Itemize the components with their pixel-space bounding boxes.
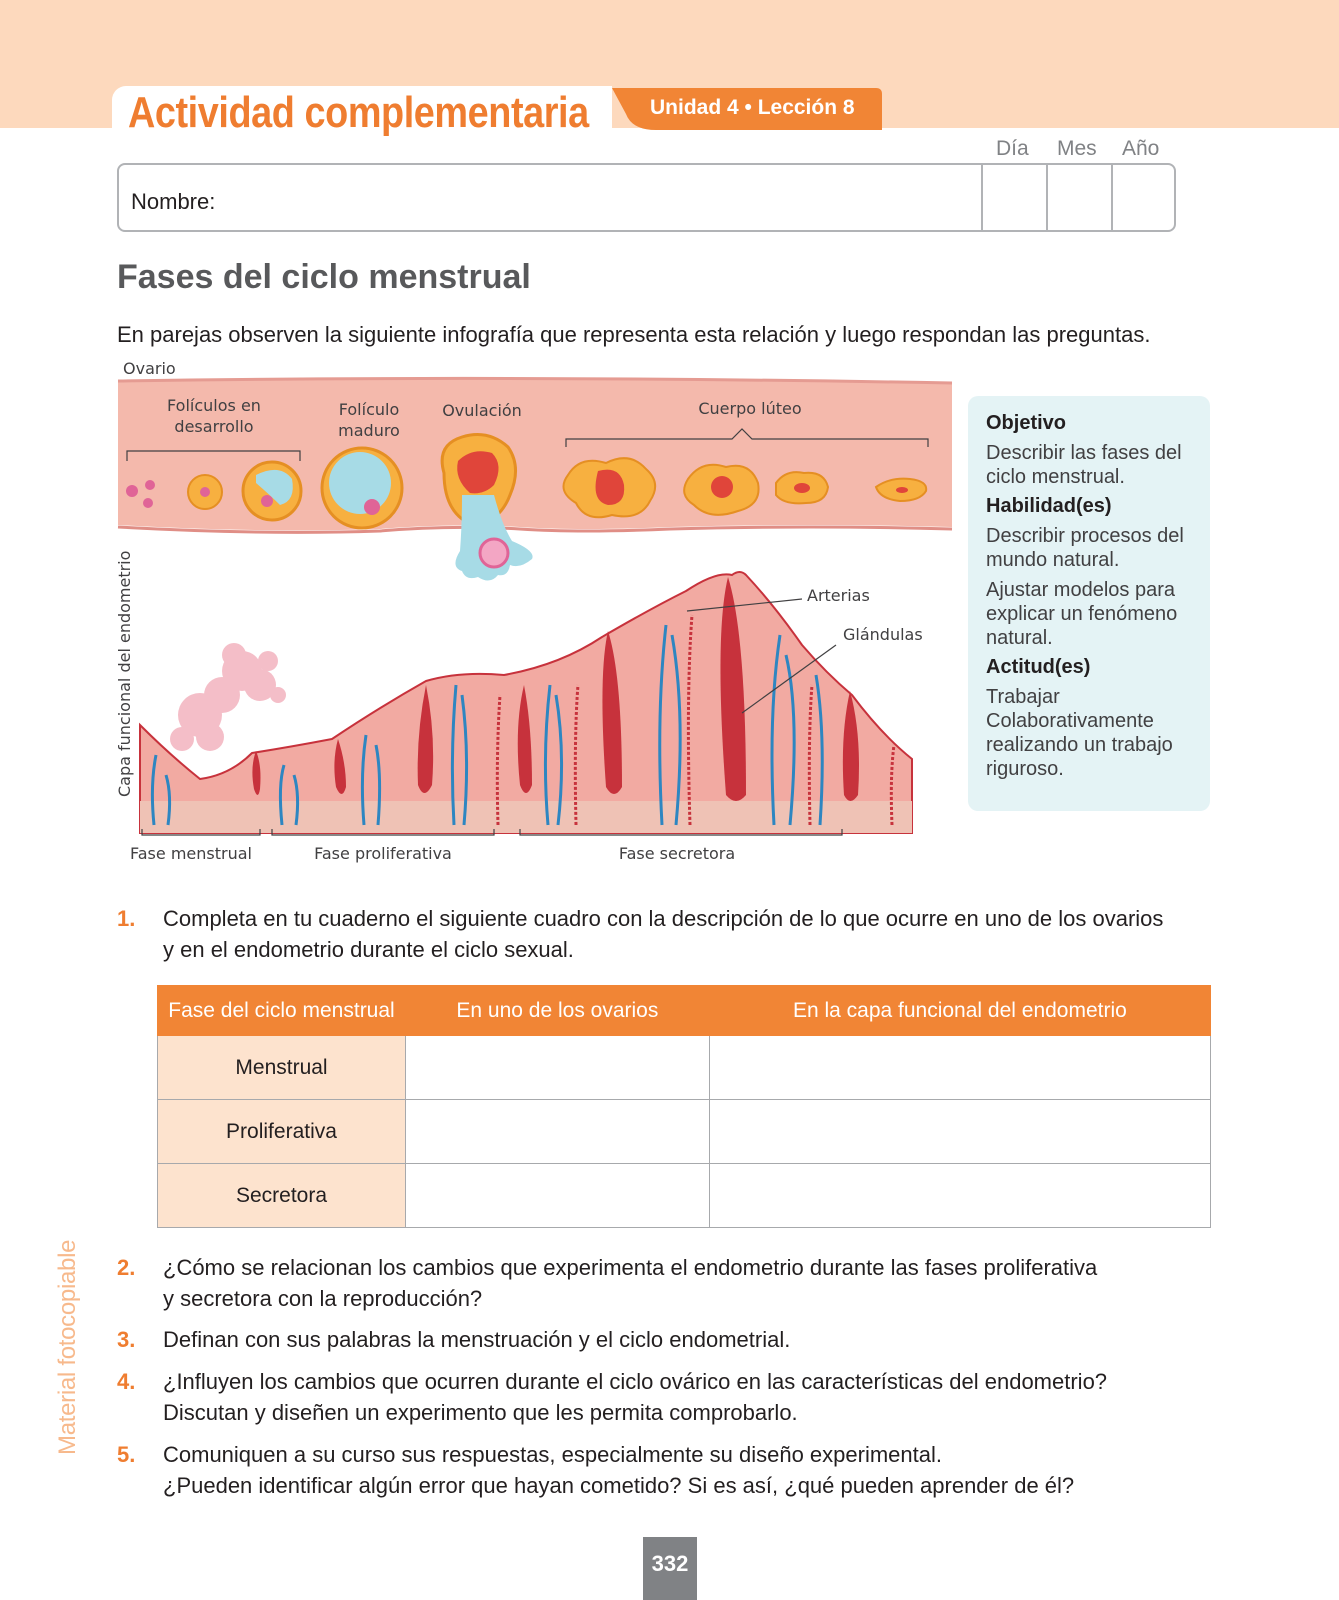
table-row [158,1100,1211,1164]
mature-follicle-label-1: Folículo [338,400,400,419]
skill-item-2: Ajustar modelos para explicar un fenómeno natural. [986,579,1178,649]
day-field [981,165,983,230]
phase-cell: Secretora [158,1164,406,1228]
photocopiable-label: Material fotocopiable [54,1239,81,1455]
follicle-small [126,485,138,497]
question-5-number: 5. [117,1442,136,1467]
answer-cell[interactable] [406,1036,710,1100]
objective-heading: Objetivo [986,412,1067,434]
follicles-label-1: Folículos en [167,396,261,415]
answer-cell[interactable] [709,1164,1210,1228]
ovary-label: Ovario [123,359,176,378]
answer-cell[interactable] [709,1036,1210,1100]
question-2-text [163,1252,1097,1314]
question-4-line-2: Discutan y diseñen un experimento que les permita comprobarlo. [163,1400,798,1425]
question-1-line-1: Completa en tu cuaderno el siguiente cuadro con la descripción de lo que ocurre en uno de los ovarios [163,906,1164,931]
table-header: En uno de los ovarios [406,986,710,1036]
question-2-number: 2. [117,1255,136,1280]
phase-cell: Menstrual [158,1036,406,1100]
mature-follicle-label-2: maduro [338,421,400,440]
year-field [1111,165,1113,230]
question-4-line-1: ¿Influyen los cambios que ocurren durante el ciclo ovárico en las características del endometrio? [163,1369,1108,1394]
objective-box [968,396,1210,811]
table-header: En la capa funcional del endometrio [709,986,1210,1036]
question-2-line-2: y secretora con la reproducción? [163,1286,483,1311]
follicles-label-2: desarrollo [174,417,254,436]
phase-menstrual-label: Fase menstrual [130,844,252,863]
skills-heading: Habilidad(es) [986,495,1112,517]
answer-cell[interactable] [709,1100,1210,1164]
question-1-line-2: y en el endometrio durante el ciclo sexual. [163,937,574,962]
question-5-text [163,1439,1074,1501]
answer-cell[interactable] [406,1164,710,1228]
skill-item-1: Describir procesos del mundo natural. [986,525,1184,571]
table-row [158,1164,1211,1228]
ovulation-label: Ovulación [442,401,522,420]
question-4-number: 4. [117,1369,136,1394]
table-header-row [158,986,1211,1036]
question-4-text [163,1366,1107,1428]
name-date-form[interactable] [117,163,1176,232]
question-3-number: 3. [117,1327,136,1352]
month-label: Mes [1057,137,1097,160]
corpus-luteum-label: Cuerpo lúteo [698,399,802,418]
phase-cell: Proliferativa [158,1100,406,1164]
glands-label: Glándulas [843,625,923,644]
answer-cell[interactable] [406,1100,710,1164]
table-row [158,1036,1211,1100]
menstrual-flow [170,643,286,751]
question-5-line-1: Comuniquen a su curso sus respuestas, especialmente su diseño experimental. [163,1442,942,1467]
objective-text: Describir las fases del ciclo menstrual. [986,442,1182,488]
question-2-line-1: ¿Cómo se relacionan los cambios que experimenta el endometrio durante las fases proliferativa [163,1255,1098,1280]
unit-lesson-label: Unidad 4 • Lección 8 [650,96,855,119]
table-header: Fase del ciclo menstrual [158,986,406,1036]
phase-secretory-label: Fase secretora [618,844,736,863]
phase-table [157,985,1211,1228]
question-1-number: 1. [117,906,136,931]
attitude-heading: Actitud(es) [986,656,1091,678]
year-label: Año [1122,137,1160,160]
question-5-line-2: ¿Pueden identificar algún error que hayan cometido? Si es así, ¿qué pueden aprender de él? [163,1473,1075,1498]
ovum [480,539,508,567]
attitude-text: Trabajar Colaborativamente realizando un trabajo riguroso. [986,686,1173,780]
name-label: Nombre: [131,189,216,214]
endometrium-label: Capa funcional del endometrio [115,550,134,797]
question-1-text [163,903,1163,965]
intro-text: En parejas observen la siguiente infografía que representa esta relación y luego respondan las preguntas. [117,322,1151,347]
phase-proliferative-label: Fase proliferativa [314,844,452,863]
month-field [1046,165,1048,230]
menstrual-cycle-infographic [110,355,960,885]
arteries-label: Arterias [807,586,870,605]
question-3-text: Definan con sus palabras la menstruación y el ciclo endometrial. [163,1327,791,1352]
page-number: 332 [643,1537,697,1600]
section-title: Fases del ciclo menstrual [117,258,531,296]
page-title: Actividad complementaria [128,88,589,137]
day-label: Día [996,137,1029,160]
